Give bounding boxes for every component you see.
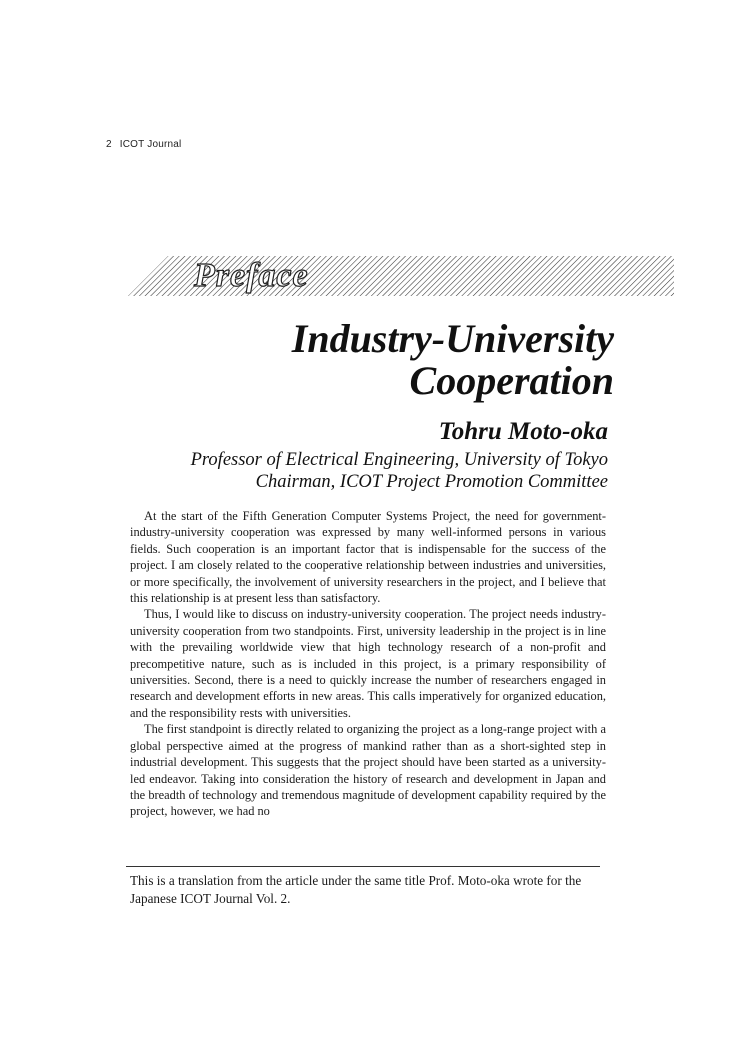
running-head (106, 139, 181, 150)
article-title (292, 318, 614, 402)
footnote-divider (126, 866, 600, 867)
section-label: Preface (194, 257, 309, 294)
translation-footnote: This is a translation from the article under the same title Prof. Moto-oka wrote for the Japanese ICOT Journal Vol. 2. (130, 873, 582, 906)
title-line: Industry-University (291, 316, 614, 361)
body-paragraph: At the start of the Fifth Generation Computer Systems Project, the need for government-industry-university cooperation was expressed by many well-informed persons in various fields. Such cooperation is an important factor that is indispensable for the success of the project. I am closely related to the cooperative relationship between industries and universities, or more specifically, the involvement of university researchers in the project, and I believe that this relationship is at present less than satisfactory. (130, 509, 606, 606)
affiliation-line: Professor of Electrical Engineering, University of Tokyo (190, 450, 608, 470)
article-body (130, 508, 606, 820)
author-name: Tohru Moto-oka (438, 418, 608, 445)
author-affiliation (191, 449, 608, 493)
page-number: 2 (106, 139, 112, 150)
body-paragraph: The first standpoint is directly related to organizing the project as a long-range project with a global perspective aimed at the progress of mankind rather than as a short-sighted step in industrial development. This suggests that the project should have been started as a university-led endeavor. Taking into consideration the history of research and development in Japan and the breadth of technology and tremendous magnitude of development capability required by the project, however, we had no (130, 722, 606, 819)
section-banner (128, 256, 674, 296)
journal-name: ICOT Journal (119, 139, 182, 150)
body-paragraph: Thus, I would like to discuss on industry-university cooperation. The project needs industry-university cooperation from two standpoints. First, university leadership in the project is in line with the prevailing worldwide view that high technology research of a non-profit and precompetitive nature, such as is included in this project, is a primary responsibility of universities. Second, there is a need to quickly increase the number of researchers engaged in research and development efforts in new areas. This calls imperatively for organized education, and the responsibility rests with universities. (130, 607, 606, 720)
affiliation-line: Chairman, ICOT Project Promotion Committee (255, 472, 608, 492)
title-line: Cooperation (409, 358, 614, 403)
